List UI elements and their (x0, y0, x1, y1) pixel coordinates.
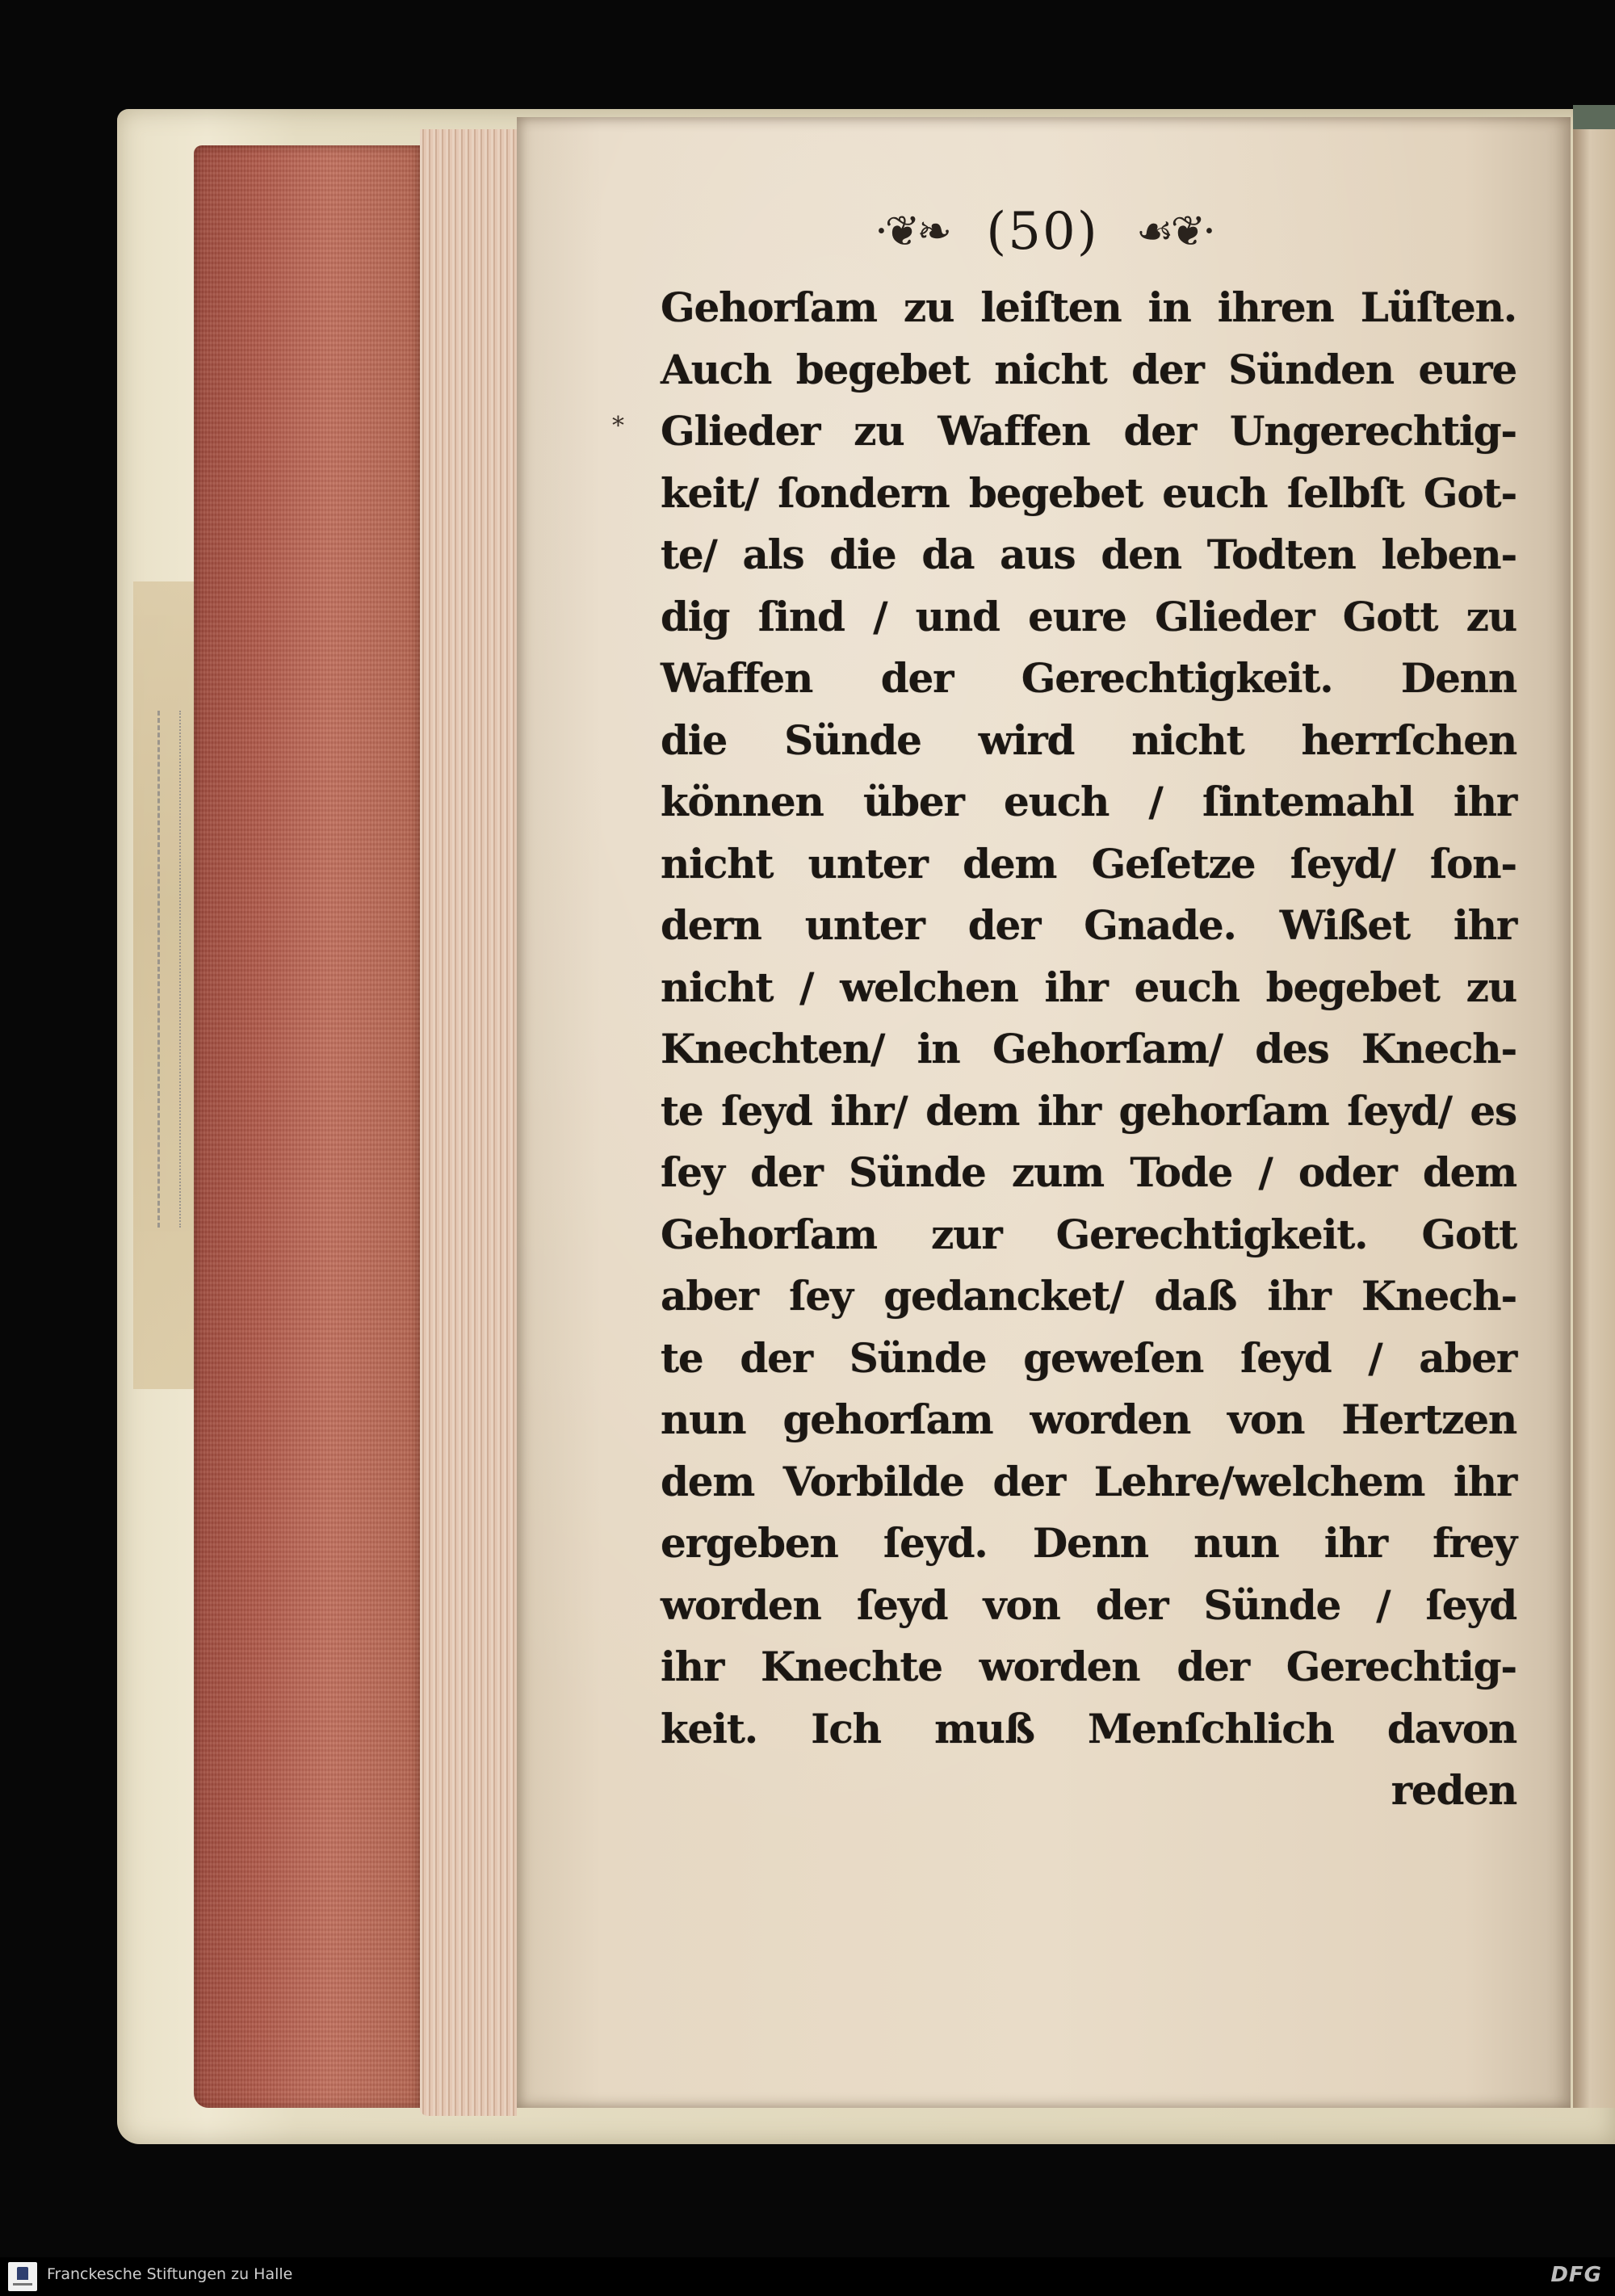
ornament-left-icon: ·❦❧ (875, 207, 949, 256)
text-line: ihr Knechte worden der Gerechtig- (661, 1643, 1516, 1690)
margin-mark: * (612, 412, 624, 440)
text-line: worden ſeyd von der Sünde / ſeyd (661, 1580, 1516, 1629)
text-line: ſey der Sünde zum Tode / oder dem (661, 1148, 1516, 1196)
page-number: (50) (986, 201, 1099, 262)
institution-logo-icon (8, 2262, 37, 2291)
text-line: Gehorſam zu leiſten in ihren Lüſten. (661, 283, 1516, 331)
text-line: aber ſey gedancket/ daß ihr Knech- (661, 1272, 1516, 1320)
body-text (661, 277, 1516, 1822)
book-page (517, 117, 1571, 2108)
ornament-right-icon: ☙❦· (1136, 207, 1213, 256)
page-leaves (420, 129, 517, 2116)
text-line: können über euch / ſintemahl ihr (661, 778, 1516, 825)
page-header (517, 198, 1571, 262)
text-line: keit/ ſondern begebet euch ſelbſt Got- (661, 468, 1516, 517)
text-line: nicht / welchen ihr euch begebet zu (661, 963, 1516, 1011)
footer-institution: Franckesche Stiftungen zu Halle (47, 2265, 293, 2283)
next-page-edge (1573, 121, 1615, 2108)
catchword: reden (1391, 1766, 1516, 1814)
cover-label (133, 581, 198, 1389)
text-line: keit. Ich muß Menſchlich davon (661, 1704, 1516, 1752)
text-line: dem Vorbilde der Lehre/welchem ihr (661, 1457, 1516, 1505)
footer-bar (0, 2257, 1615, 2296)
text-line: nicht unter dem Geſetze ſeyd/ ſon- (661, 839, 1516, 888)
text-line: dern unter der Gnade. Wißet ihr (661, 901, 1516, 949)
text-line: Waffen der Gerechtigkeit. Denn (661, 654, 1516, 702)
text-line: ergeben ſeyd. Denn nun ihr frey (661, 1519, 1516, 1567)
text-line: Auch begebet nicht der Sünden eure (661, 345, 1516, 393)
red-page-edge (194, 145, 420, 2108)
text-line: te der Sünde geweſen ſeyd / aber (661, 1333, 1516, 1382)
dfg-logo: DFG (1550, 2263, 1602, 2287)
text-line: dig ſind / und eure Glieder Gott zu (661, 592, 1516, 640)
text-line: te ſeyd ihr/ dem ihr gehorſam ſeyd/ es (661, 1086, 1516, 1135)
text-line: Gehorſam zur Gerechtigkeit. Gott (661, 1210, 1516, 1258)
text-line: Glieder zu Waffen der Ungerechtig- (661, 407, 1516, 455)
text-line: Knechten/ in Gehorſam/ des Knech- (661, 1025, 1516, 1072)
text-line: te/ als die da aus den Todten leben- (661, 531, 1516, 578)
text-line: nun gehorſam worden von Hertzen (661, 1396, 1516, 1443)
text-line: die Sünde wird nicht herrſchen (661, 716, 1516, 764)
